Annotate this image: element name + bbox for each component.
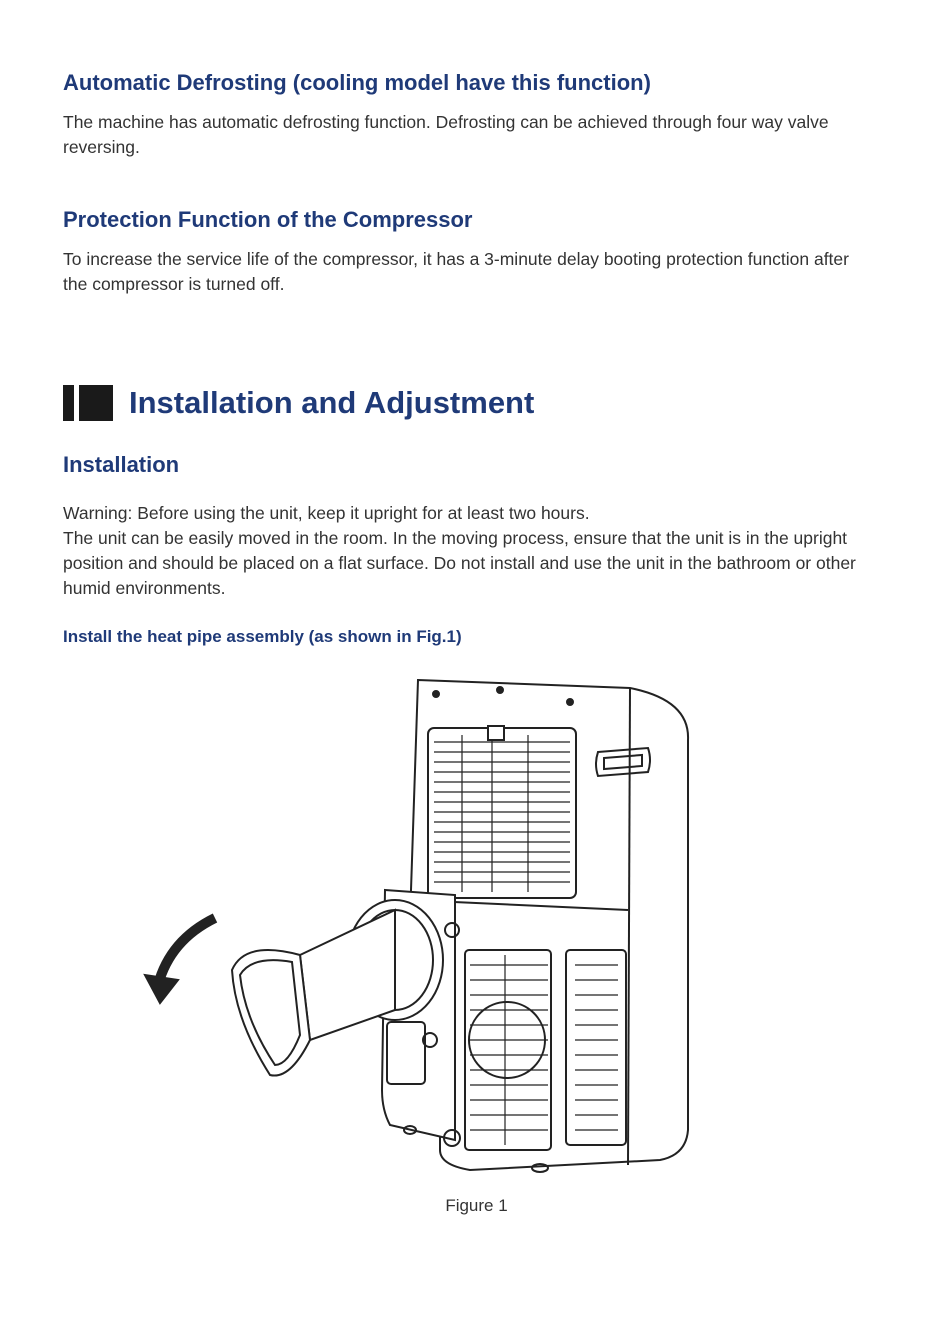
installation-warning: Warning: Before using the unit, keep it upright for at least two hours. <box>63 503 590 523</box>
protection-text: To increase the service life of the compressor, it has a 3-minute delay booting protection function after the compressor is turned off. <box>63 249 849 294</box>
heat-pipe-subheading: Install the heat pipe assembly (as shown in Fig.1) <box>63 627 462 646</box>
installation-text: The unit can be easily moved in the room. In the moving process, ensure that the unit is in the upright position and should be placed on a flat surface. Do not install and use the unit in the bathroom or other humid environments. <box>63 528 856 598</box>
protection-heading: Protection Function of the Compressor <box>63 207 473 232</box>
defrost-heading: Automatic Defrosting (cooling model have this function) <box>63 70 651 95</box>
defrost-text: The machine has automatic defrosting function. Defrosting can be achieved through four way valve reversing. <box>63 112 829 157</box>
chapter-title: Installation and Adjustment <box>129 385 535 420</box>
figure-caption: Figure 1 <box>445 1196 508 1215</box>
installation-heading: Installation <box>63 452 180 477</box>
